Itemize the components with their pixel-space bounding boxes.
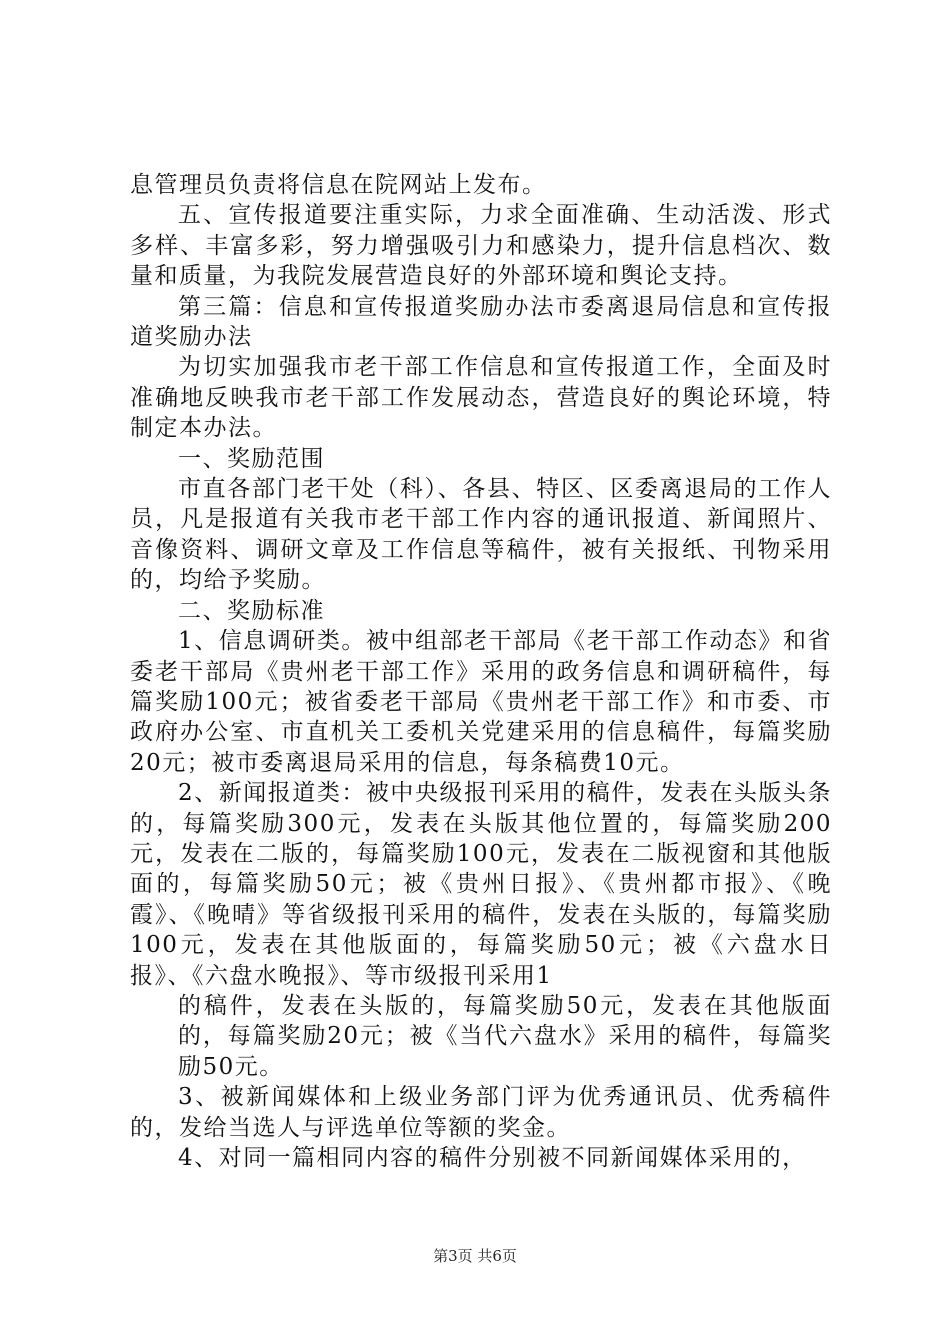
paragraph-chapter-title: 第三篇：信息和宣传报道奖励办法市委离退局信息和宣传报道奖励办法: [130, 293, 832, 351]
paragraph-scope: 市直各部门老干处（科）、各县、特区、区委离退局的工作人员，凡是报道有关我市老干部工作内容的通讯报道、新闻照片、音像资料、调研文章及工作信息等稿件，被有关报纸、刊物采用的，均给予奖励。: [130, 476, 832, 594]
paragraph-standard-3: 3、被新闻媒体和上级业务部门评为优秀通讯员、优秀稿件的，发给当选人与评选单位等额的奖金。: [130, 1084, 832, 1141]
paragraph-standard-2: 2、新闻报道类：被中央级报刊采用的稿件，发表在头版头条的，每篇奖励300元，发表在头版其他位置的，每篇奖励200元，发表在二版的，每篇奖励100元，发表在二版视窗和其他版面的，每篇奖励50元；被《贵州日报》、《贵州都市报》、《晚霞》、《晚晴》等省级报刊采用的稿件，发表在头版的，每篇奖励100元，发表在其他版面的，每篇奖励50元；被《六盘水日报》、《六盘水晚报》、等市级报刊采用1: [130, 780, 832, 989]
paragraph-continuation: 息管理员负责将信息在院网站上发布。: [130, 172, 547, 198]
paragraph-intro: 为切实加强我市老干部工作信息和宣传报道工作，全面及时准确地反映我市老干部工作发展动态，营造良好的舆论环境，特制定本办法。: [130, 354, 832, 442]
section-heading-standard: 二、奖励标准: [178, 597, 325, 624]
paragraph-standard-4: 4、对同一篇相同内容的稿件分别被不同新闻媒体采用的，: [178, 1145, 807, 1171]
paragraph-standard-2-continued: 的稿件，发表在头版的，每篇奖励50元，发表在其他版面的，每篇奖励20元；被《当代六盘水》采用的稿件，每篇奖励50元。: [178, 992, 832, 1080]
paragraph-item-five: 五、宣传报道要注重实际，力求全面准确、生动活泼、形式多样、丰富多彩，努力增强吸引力和感染力，提升信息档次、数量和质量，为我院发展营造良好的外部环境和舆论支持。: [130, 202, 832, 290]
paragraph-standard-1: 1、信息调研类。被中组部老干部局《老干部工作动态》和省委老干部局《贵州老干部工作》采用的政务信息和调研稿件，每篇奖励100元；被省委老干部局《贵州老干部工作》和市委、市政府办公室、市直机关工委机关党建采用的信息稿件，每篇奖励20元；被市委离退局采用的信息，每条稿费10元。: [130, 628, 832, 776]
document-body: [130, 170, 832, 1173]
page-number-footer: 第3页 共6页: [433, 1247, 517, 1265]
section-heading-scope: 一、奖励范围: [178, 445, 325, 472]
